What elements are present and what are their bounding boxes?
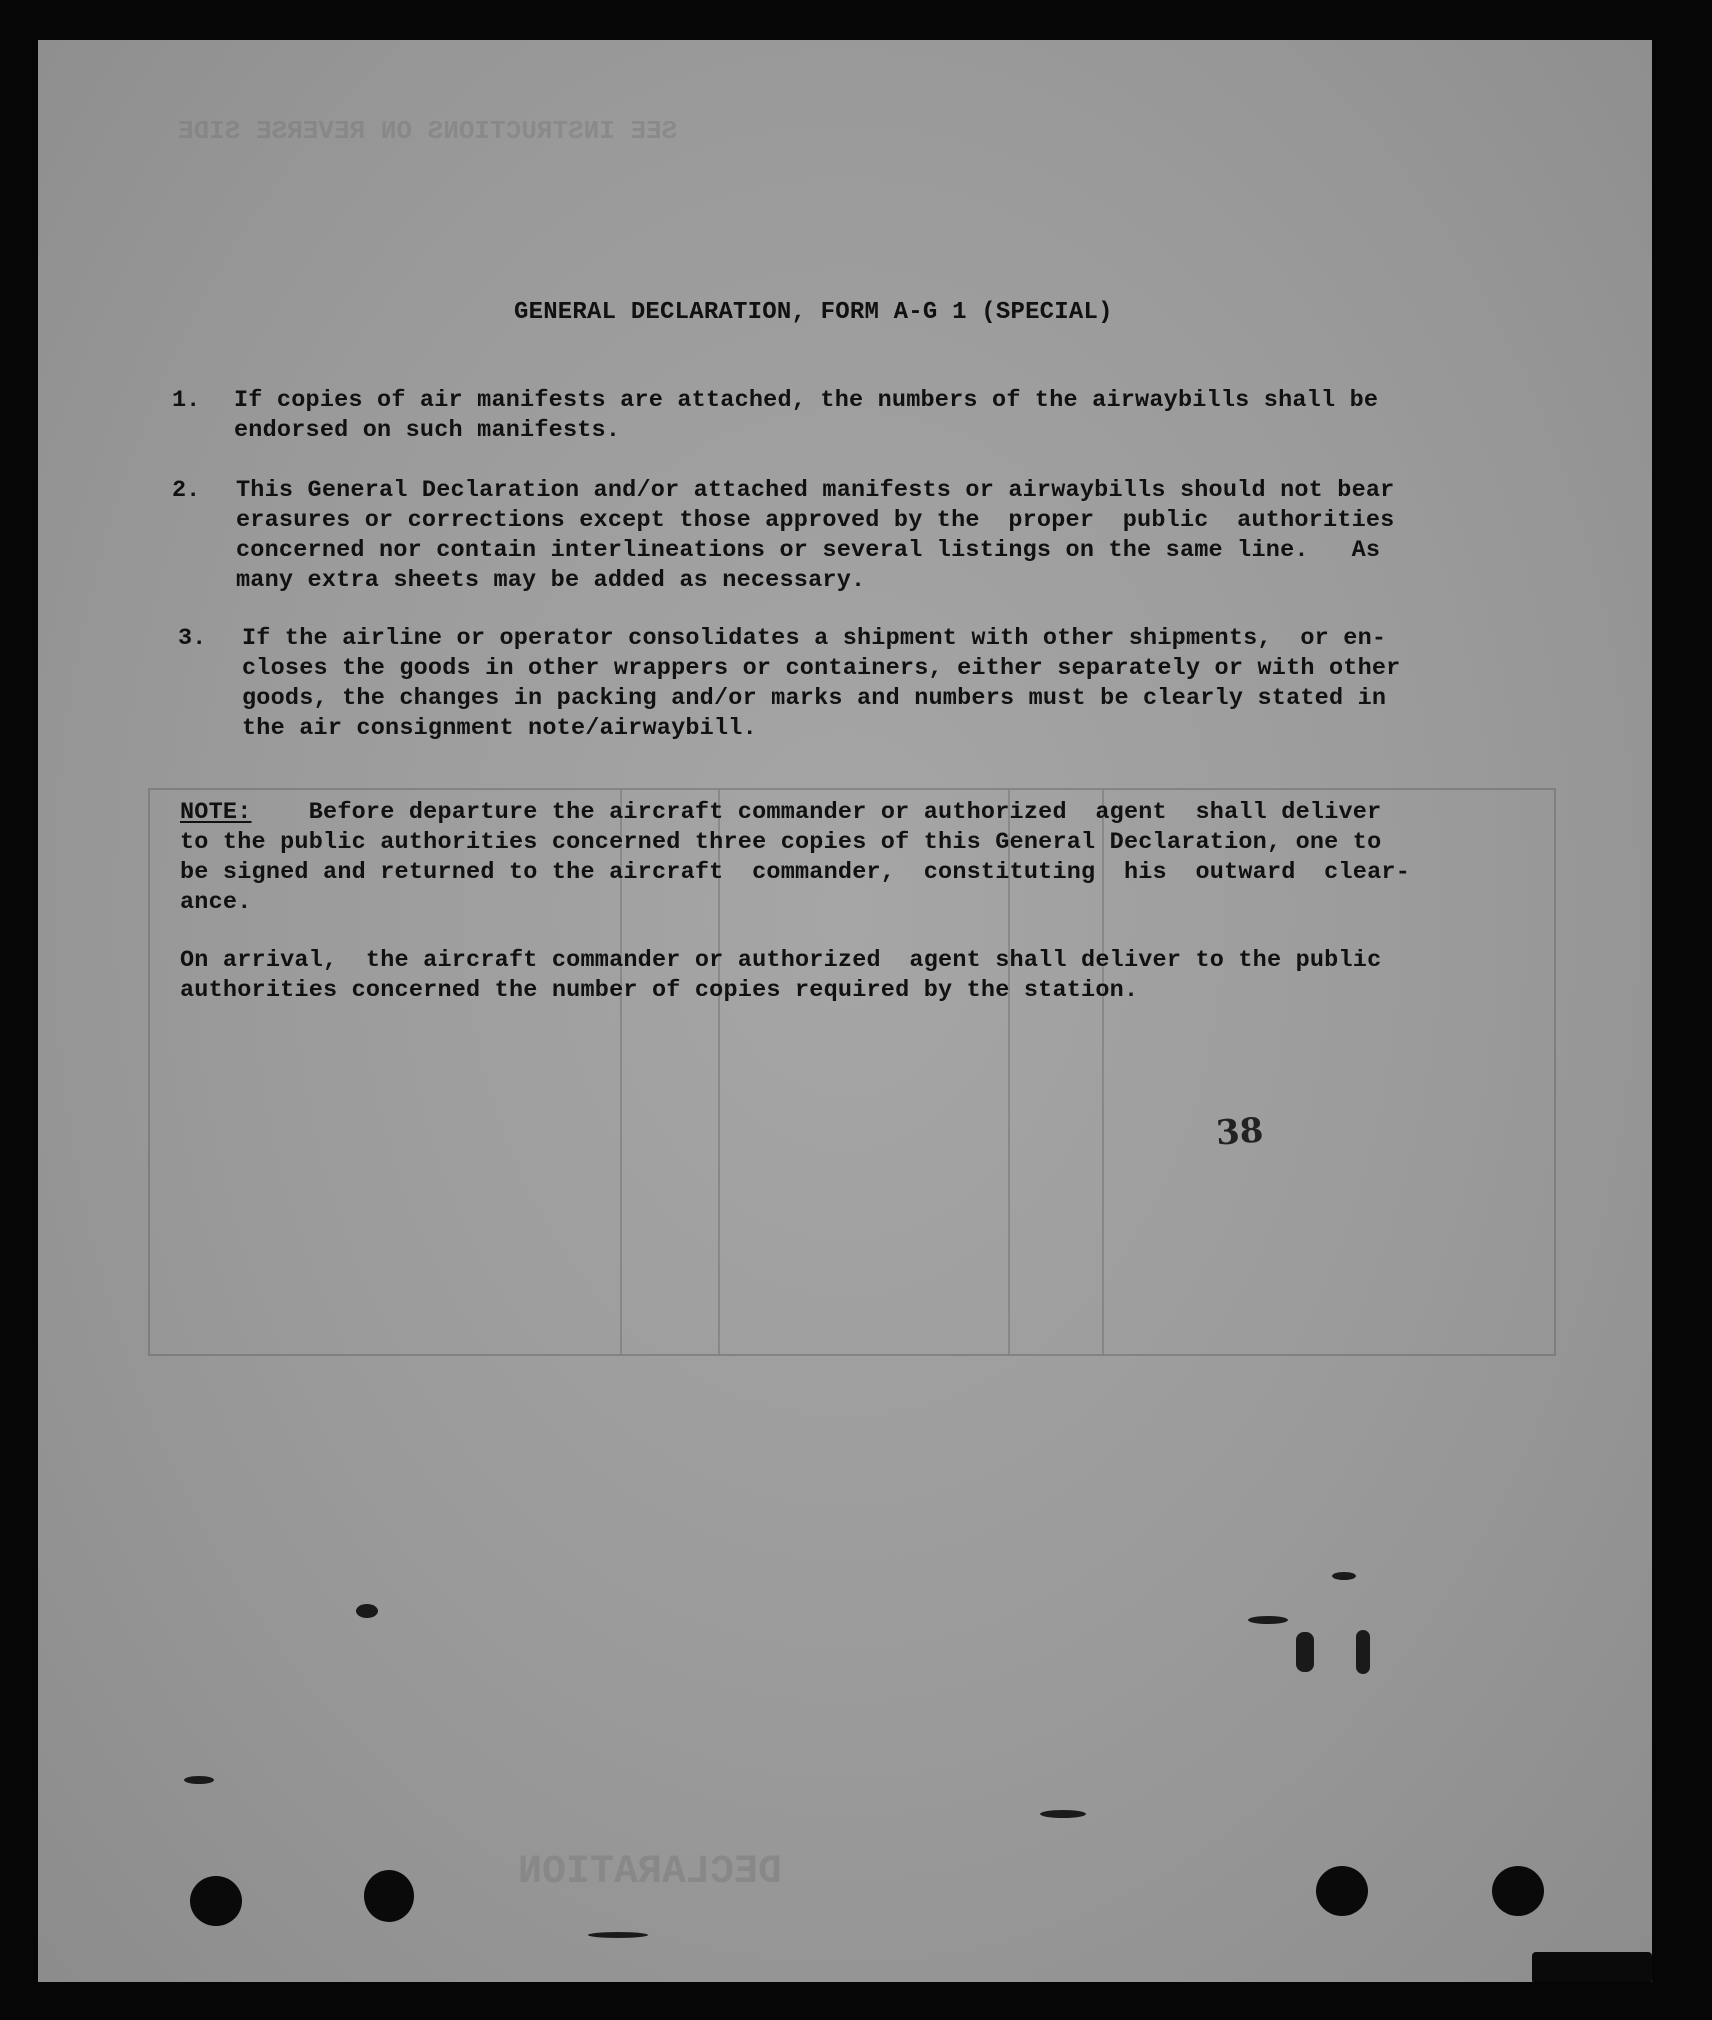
- item-number: 2.: [172, 477, 201, 504]
- punch-hole: [190, 1876, 242, 1926]
- note-label: NOTE:: [180, 799, 252, 826]
- item-text-line: If the airline or operator consolidates a shipment with other shipments, or en-: [242, 625, 1387, 652]
- item-text-line: concerned nor contain interlineations or several listings on the same line. As: [236, 537, 1381, 564]
- corner-tab: [1532, 1952, 1652, 1982]
- item-text-line: If copies of air manifests are attached, the numbers of the airwaybills shall be: [234, 387, 1379, 414]
- item-text-line: goods, the changes in packing and/or marks and numbers must be clearly stated in: [242, 685, 1387, 712]
- item-text-line: erasures or corrections except those approved by the proper public authorities: [236, 507, 1395, 534]
- punch-hole: [1316, 1866, 1368, 1916]
- item-text-line: the air consignment note/airwaybill.: [242, 715, 757, 742]
- bleed-through-text: DECLARATION: [518, 1850, 783, 1895]
- item-text-line: endorsed on such manifests.: [234, 417, 621, 444]
- ink-speck: [1332, 1572, 1356, 1580]
- ink-speck: [1040, 1810, 1086, 1818]
- punch-hole: [1492, 1866, 1544, 1916]
- note-text-line: to the public authorities concerned three copies of this General Declaration, one to: [180, 829, 1382, 856]
- arrival-text-line: authorities concerned the number of copies required by the station.: [180, 977, 1139, 1004]
- ink-speck: [1356, 1630, 1370, 1674]
- ink-speck: [356, 1604, 378, 1618]
- ink-speck: [1296, 1632, 1314, 1672]
- document-page: [38, 40, 1652, 1982]
- handwritten-mark: 38: [1214, 1110, 1265, 1154]
- item-number: 3.: [178, 625, 207, 652]
- ink-speck: [1248, 1616, 1288, 1624]
- item-text-line: This General Declaration and/or attached manifests or airwaybills should not bear: [236, 477, 1395, 504]
- note-text-line: be signed and returned to the aircraft commander, constituting his outward clear-: [180, 859, 1410, 886]
- punch-hole: [364, 1870, 414, 1922]
- ink-speck: [588, 1932, 648, 1938]
- item-text-line: closes the goods in other wrappers or containers, either separately or with other: [242, 655, 1401, 682]
- item-text-line: many extra sheets may be added as necessary.: [236, 567, 866, 594]
- page-title: GENERAL DECLARATION, FORM A-G 1 (SPECIAL): [514, 299, 1113, 326]
- item-number: 1.: [172, 387, 201, 414]
- bleed-through-text: SEE INSTRUCTIONS ON REVERSE SIDE: [178, 116, 678, 146]
- note-text-line: ance.: [180, 889, 252, 916]
- ink-speck: [184, 1776, 214, 1784]
- arrival-text-line: On arrival, the aircraft commander or authorized agent shall deliver to the public: [180, 947, 1382, 974]
- note-first-line: [180, 798, 1381, 828]
- note-text: Before departure the aircraft commander or authorized agent shall deliver: [251, 799, 1382, 826]
